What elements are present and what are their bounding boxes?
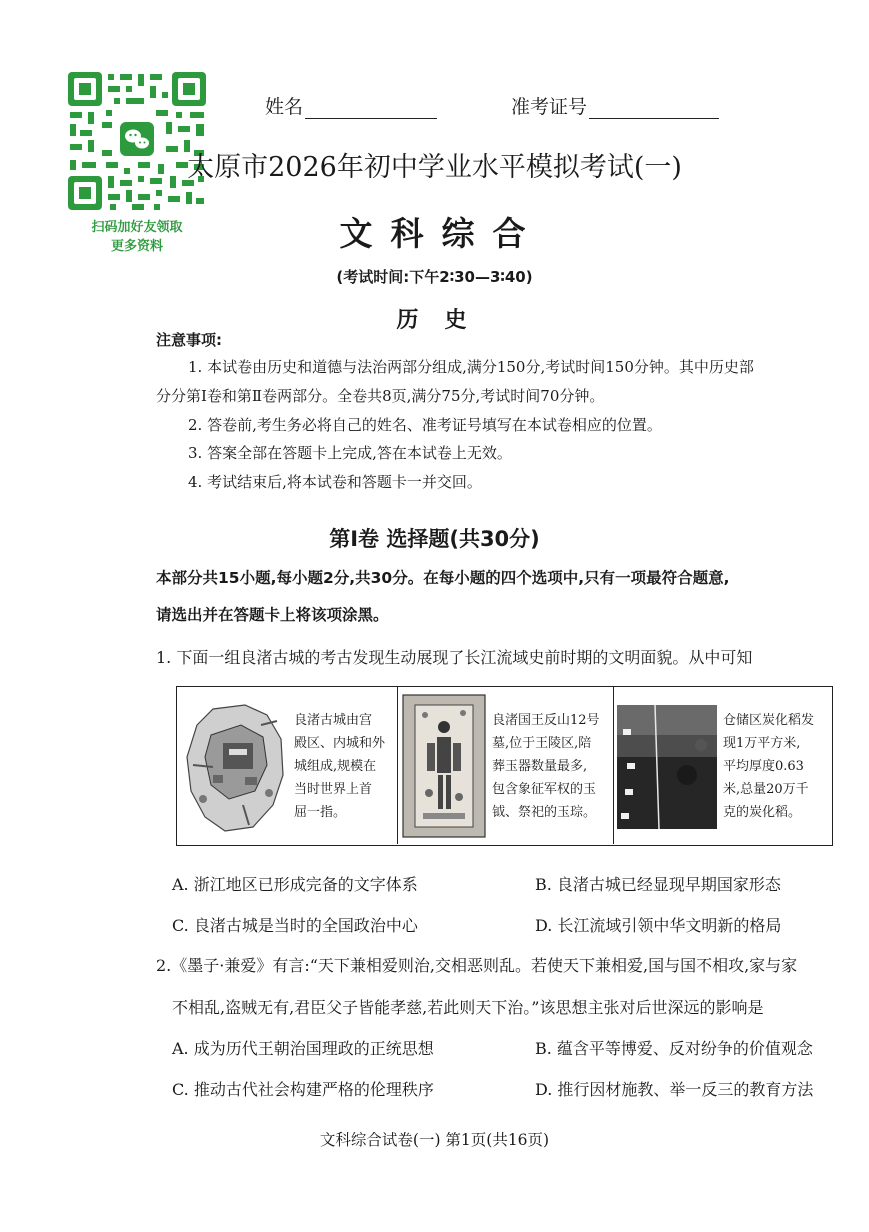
q1-option-c: C. 良渚古城是当时的全国政治中心 [172,916,418,935]
q2-option-b: B. 蕴含平等博爱、反对纷争的价值观念 [535,1039,813,1058]
fig2-line: 包含象征军权的玉 [492,782,597,797]
q1-stem: 1. 下面一组良渚古城的考古发现生动展现了长江流域史前时期的文明面貌。从中可知 [156,648,753,667]
fig1-line: 良渚古城由宫 [294,713,373,728]
q1-option-d: D. 长江流域引领中华文明新的格局 [535,916,782,935]
notes-title: 注意事项: [156,331,222,349]
note-1-line1: 1. 本试卷由历史和道德与法治两部分组成,满分150分,考试时间150分钟。其中历史部 [188,358,754,376]
subject-title: 文科综合 [339,214,544,253]
fig2-line: 钺、祭祀的玉琮。 [492,805,597,820]
name-field [265,92,437,119]
exam-id-field [511,92,719,119]
fig2-line: 葬玉器数量最多, [492,759,588,774]
exam-time: (考试时间:下午2∶30—3∶40) [336,268,533,286]
fig3-line: 克的炭化稻。 [723,805,802,820]
fig-divider [613,687,614,844]
fig3-line: 平均厚度0.63 [723,759,804,774]
name-label: 姓名 [265,96,304,118]
q1-option-b: B. 良渚古城已经显现早期国家形态 [535,875,781,894]
fig2-line: 墓,位于王陵区,陪 [492,736,592,751]
note-3: 3. 答案全部在答题卡上完成,答在本试卷上无效。 [188,444,512,462]
qr-code-icon [66,70,208,212]
fig1-line: 殿区、内城和外 [294,736,386,751]
q2-option-d: D. 推行因材施教、举一反三的教育方法 [535,1080,814,1099]
section-title: 历史 [396,308,493,333]
carbonized-rice-photo [617,705,717,829]
note-4: 4. 考试结束后,将本试卷和答题卡一并交回。 [188,473,482,491]
part1-title: 第Ⅰ卷 选择题(共30分) [329,527,540,551]
qr-caption-1: 扫码加好友领取 [91,220,183,235]
fig2-text [492,709,600,824]
note-2: 2. 答卷前,考生务必将自己的姓名、准考证号填写在本试卷相应的位置。 [188,416,662,434]
fig3-line: 米,总量20万千 [723,782,809,797]
q1-figure [176,686,833,846]
exam-id-label: 准考证号 [511,96,588,118]
fig2-line: 良渚国王反山12号 [492,713,600,728]
tomb-illustration [401,693,487,839]
fig1-line: 屈一指。 [294,805,347,820]
q2-option-c: C. 推动古代社会构建严格的伦理秩序 [172,1080,434,1099]
part1-instruction-1: 本部分共15小题,每小题2分,共30分。在每小题的四个选项中,只有一项最符合题意, [156,569,730,587]
city-map-illustration [183,695,287,835]
fig1-line: 城组成,规模在 [294,759,377,774]
fig3-line: 现1万平方米, [723,736,801,751]
exam-id-blank [589,98,719,119]
fig3-line: 仓储区炭化稻发 [723,713,815,728]
name-blank [305,98,437,119]
exam-title: 太原市2026年初中学业水平模拟考试(一) [187,152,682,183]
note-1-line2: 分分第Ⅰ卷和第Ⅱ卷两部分。全卷共8页,满分75分,考试时间70分钟。 [156,387,605,405]
part1-instruction-2: 请选出并在答题卡上将该项涂黑。 [156,606,389,624]
page-footer: 文科综合试卷(一) 第1页(共16页) [319,1131,550,1149]
q1-option-a: A. 浙江地区已形成完备的文字体系 [172,875,418,894]
q2-stem-line1: 2.《墨子·兼爱》有言:“天下兼相爱则治,交相恶则乱。若使天下兼相爱,国与国不相攻,家与家 [156,956,798,975]
fig3-text [723,709,814,824]
q2-option-a: A. 成为历代王朝治国理政的正统思想 [172,1039,434,1058]
qr-caption-2: 更多资料 [110,239,163,254]
fig-divider [397,687,398,844]
fig1-text [294,709,385,824]
fig1-line: 当时世界上首 [294,782,373,797]
q2-stem-line2: 不相乱,盗贼无有,君臣父子皆能孝慈,若此则天下治。”该思想主张对后世深远的影响是 [172,998,764,1017]
